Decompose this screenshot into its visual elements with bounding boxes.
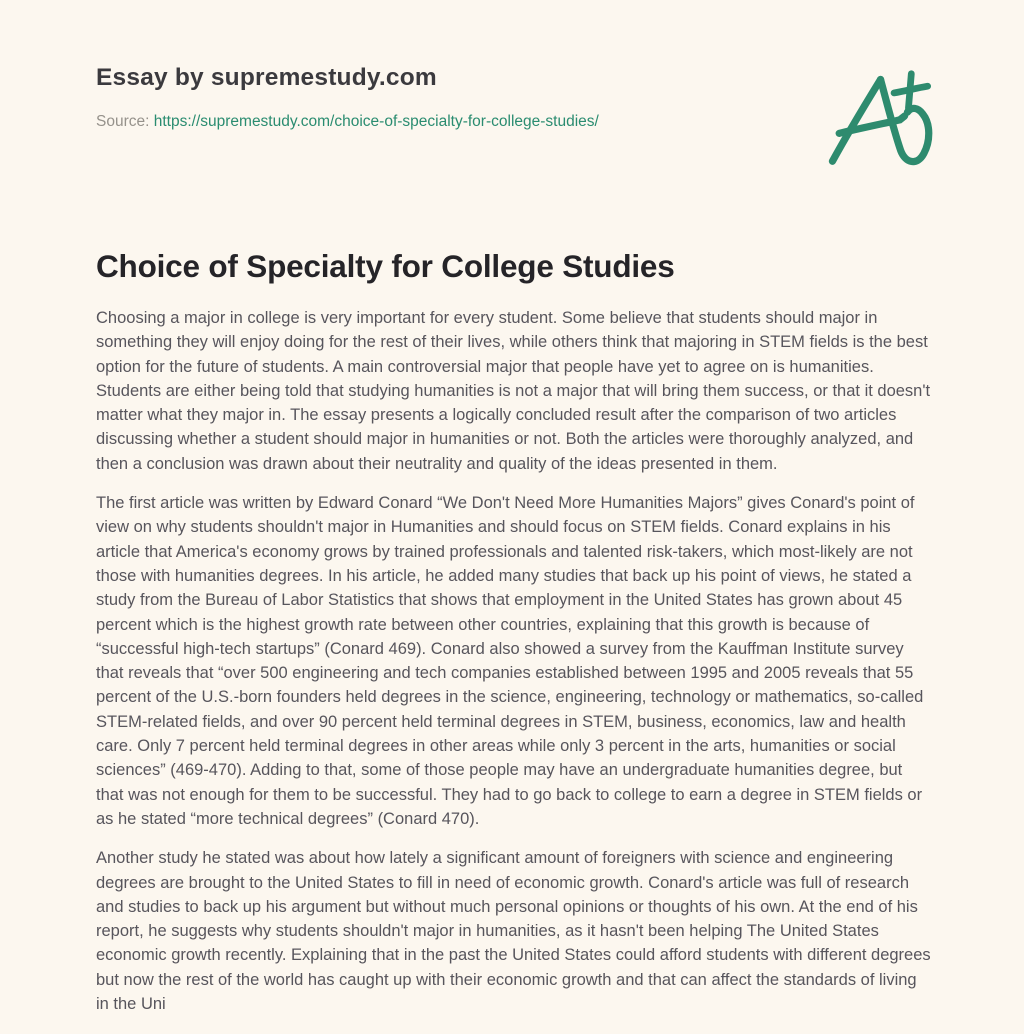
essay-paragraph: Choosing a major in college is very important for every student. Some believe that students should major in something they will enjoy doing for the rest of their lives, while others think that majoring in STEM fields is the best option for the future of students. A main controversial major that people have yet to agree on is humanities. Students are either being told that studying humanities is not a major that will bring them success, or that it doesn't matter what they major in. The essay presents a logically concluded result after the comparison of two articles discussing whether a student should major in humanities or not. Both the articles were thoroughly analyzed, and then a conclusion was drawn about their neutrality and quality of the ideas presented in them.: [96, 309, 931, 473]
source-link[interactable]: https://supremestudy.com/choice-of-specialty-for-college-studies/: [153, 113, 599, 130]
essay-paragraph: Another study he stated was about how lately a significant amount of foreigners with science and engineering degrees are brought to the United States to fill in need of economic growth. Conard's article was full of research and studies to back up his argument but without much personal opinions or thoughts of his own. At the end of his report, he suggests why students shouldn't major in humanities, as it hasn't been helping The United States economic growth recently. Explaining that in the past the United States could afford students with different degrees but now the rest of the world has caught up with their economic growth and that can affect the standards of living in the Uni: [96, 849, 931, 1014]
essay-paragraph: The first article was written by Edward Conard “We Don't Need More Humanities Majors” gives Conard's point of view on why students shouldn't major in Humanities and should focus on STEM fields. Conard explains in his article that America's economy grows by trained professionals and talented risk-takers, which most-likely are not those with humanities degrees. In his article, he added many studies that back up his point of views, he stated a study from the Bureau of Labor Statistics that shows that employment in the United States has grown about 45 percent which is the highest growth rate between other countries, explaining that this growth is because of “successful high-tech startups” (Conard 469). Conard also showed a survey from the Kauffman Institute survey that reveals that “over 500 engineering and tech companies established between 1995 and 2005 reveals that 55 percent of the U.S.-born founders held degrees in the science, engineering, technology or mathematics, so-called STEM-related fields, and over 90 percent held terminal degrees in STEM, business, economics, law and health care. Only 7 percent held terminal degrees in other areas while only 3 percent in the arts, humanities or social sciences” (469-470). Adding to that, some of those people may have an undergraduate humanities degree, but that was not enough for them to be successful. They had to go back to college to earn a degree in STEM fields or as he stated “more technical degrees” (Conard 470).: [96, 494, 924, 828]
essay-byline: Essay by supremestudy.com: [96, 64, 437, 91]
source-label: Source:: [96, 113, 150, 130]
essay-body: [96, 306, 932, 1016]
source-line: [96, 113, 932, 131]
essay-title: Choice of Specialty for College Studies: [96, 248, 675, 284]
